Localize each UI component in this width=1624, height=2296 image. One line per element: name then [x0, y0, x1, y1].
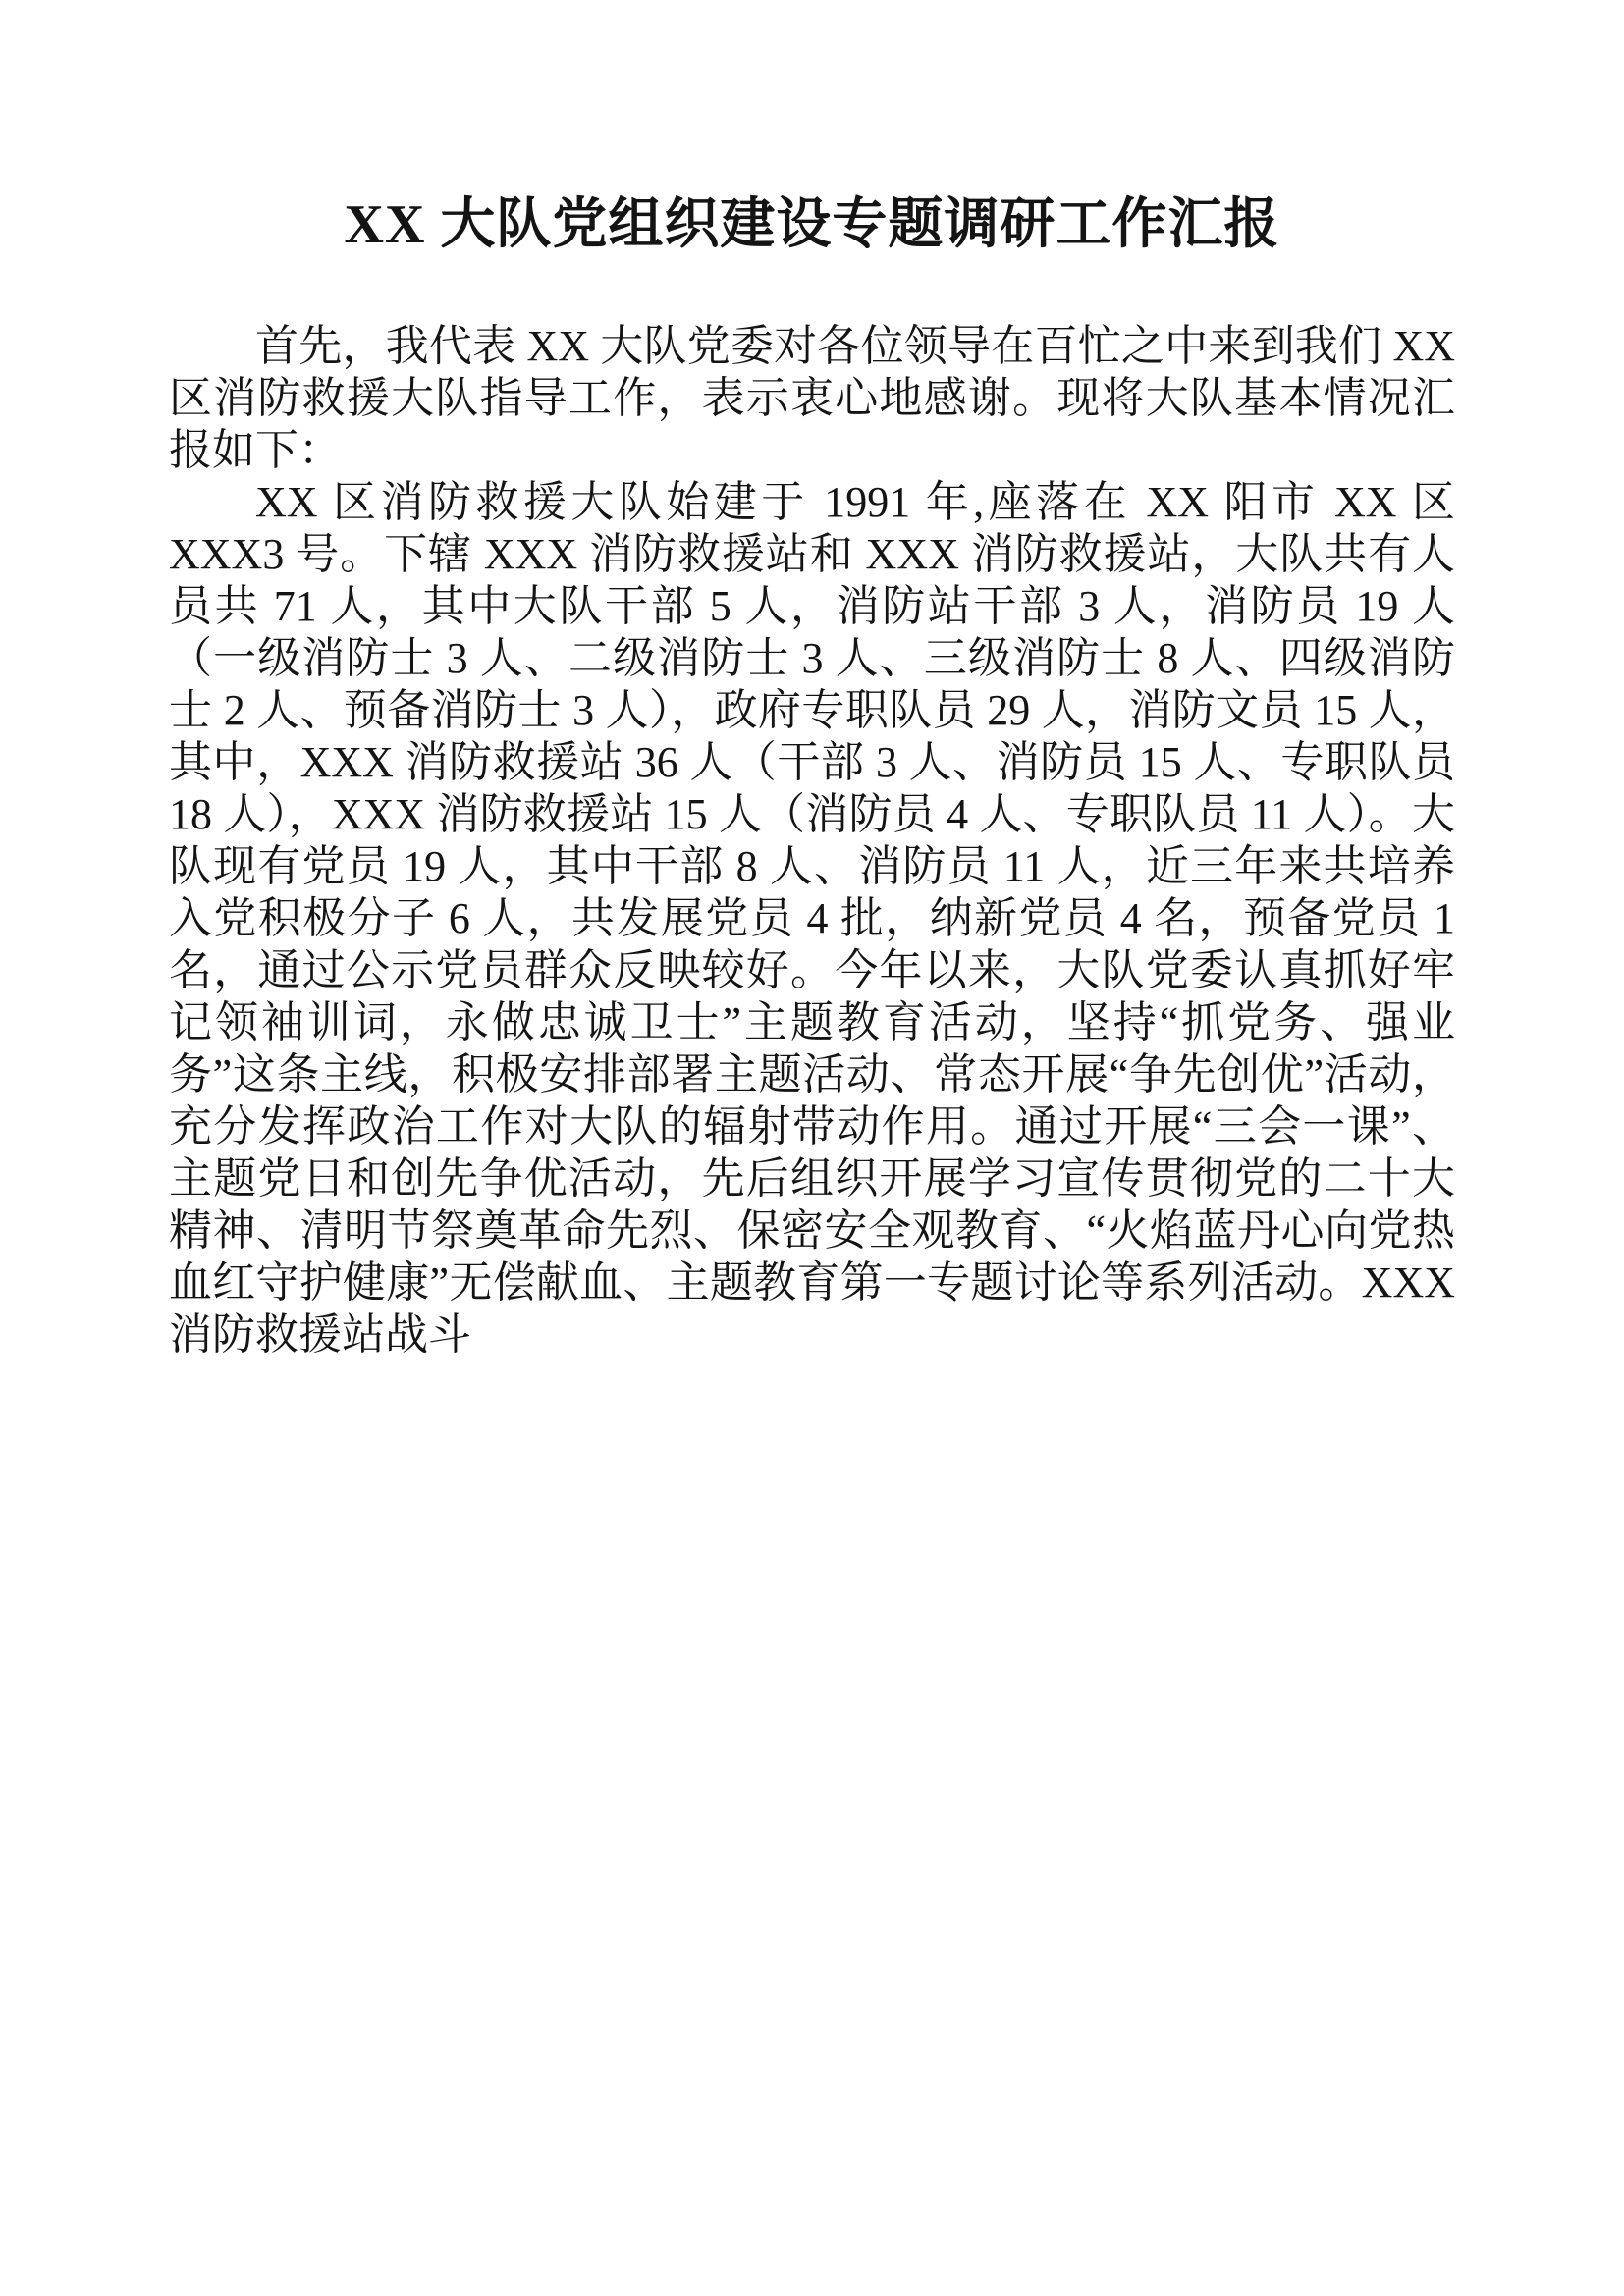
intro-paragraph: 首先，我代表 XX 大队党委对各位领导在百忙之中来到我们 XX 区消防救援大队指导工作，表示衷心地感谢。现将大队基本情况汇报如下：: [169, 322, 1455, 474]
body-paragraph: XX 区消防救援大队始建于 1991 年,座落在 XX 阳市 XX 区 XXX3 号。下辖 XXX 消防救援站和 XXX 消防救援站，大队共有人员共 71 人，其中大队干部 5 人，消防站干部 3 人，消防员 19 人（一级消防士 3 人、二级消防士 3 人、三级消防士 8 人、四级消防士 2 人、预备消防士 3 人），政府专职队员 29 人，消防文员 15 人，其中，XXX 消防救援站 36 人（干部 3 人、消防员 15 人、专职队员 18 人），XXX 消防救援站 15 人（消防员 4 人、专职队员 11 人）。大队现有党员 19 人，其中干部 8 人、消防员 11 人，近三年来共培养入党积极分子 6 人，共发展党员 4 批，纳新党员 4 名，预备党员 1 名，通过公示党员群众反映较好。今年以来，大队党委认真抓好牢记领袖训词，永做忠诚卫士”主题教育活动，坚持“抓党务、强业务”这条主线，积极安排部署主题活动、常态开展“争先创优”活动，充分发挥政治工作对大队的辐射带动作用。通过开展“三会一课”、主题党日和创先争优活动，先后组织开展学习宣传贯彻党的二十大精神、清明节祭奠革命先烈、保密安全观教育、“火焰蓝丹心向党热血红守护健康”无偿献血、主题教育第一专题讨论等系列活动。XXX 消防救援站战斗: [169, 478, 1455, 1359]
document-title: XX 大队党组织建设专题调研工作汇报: [344, 194, 1280, 255]
